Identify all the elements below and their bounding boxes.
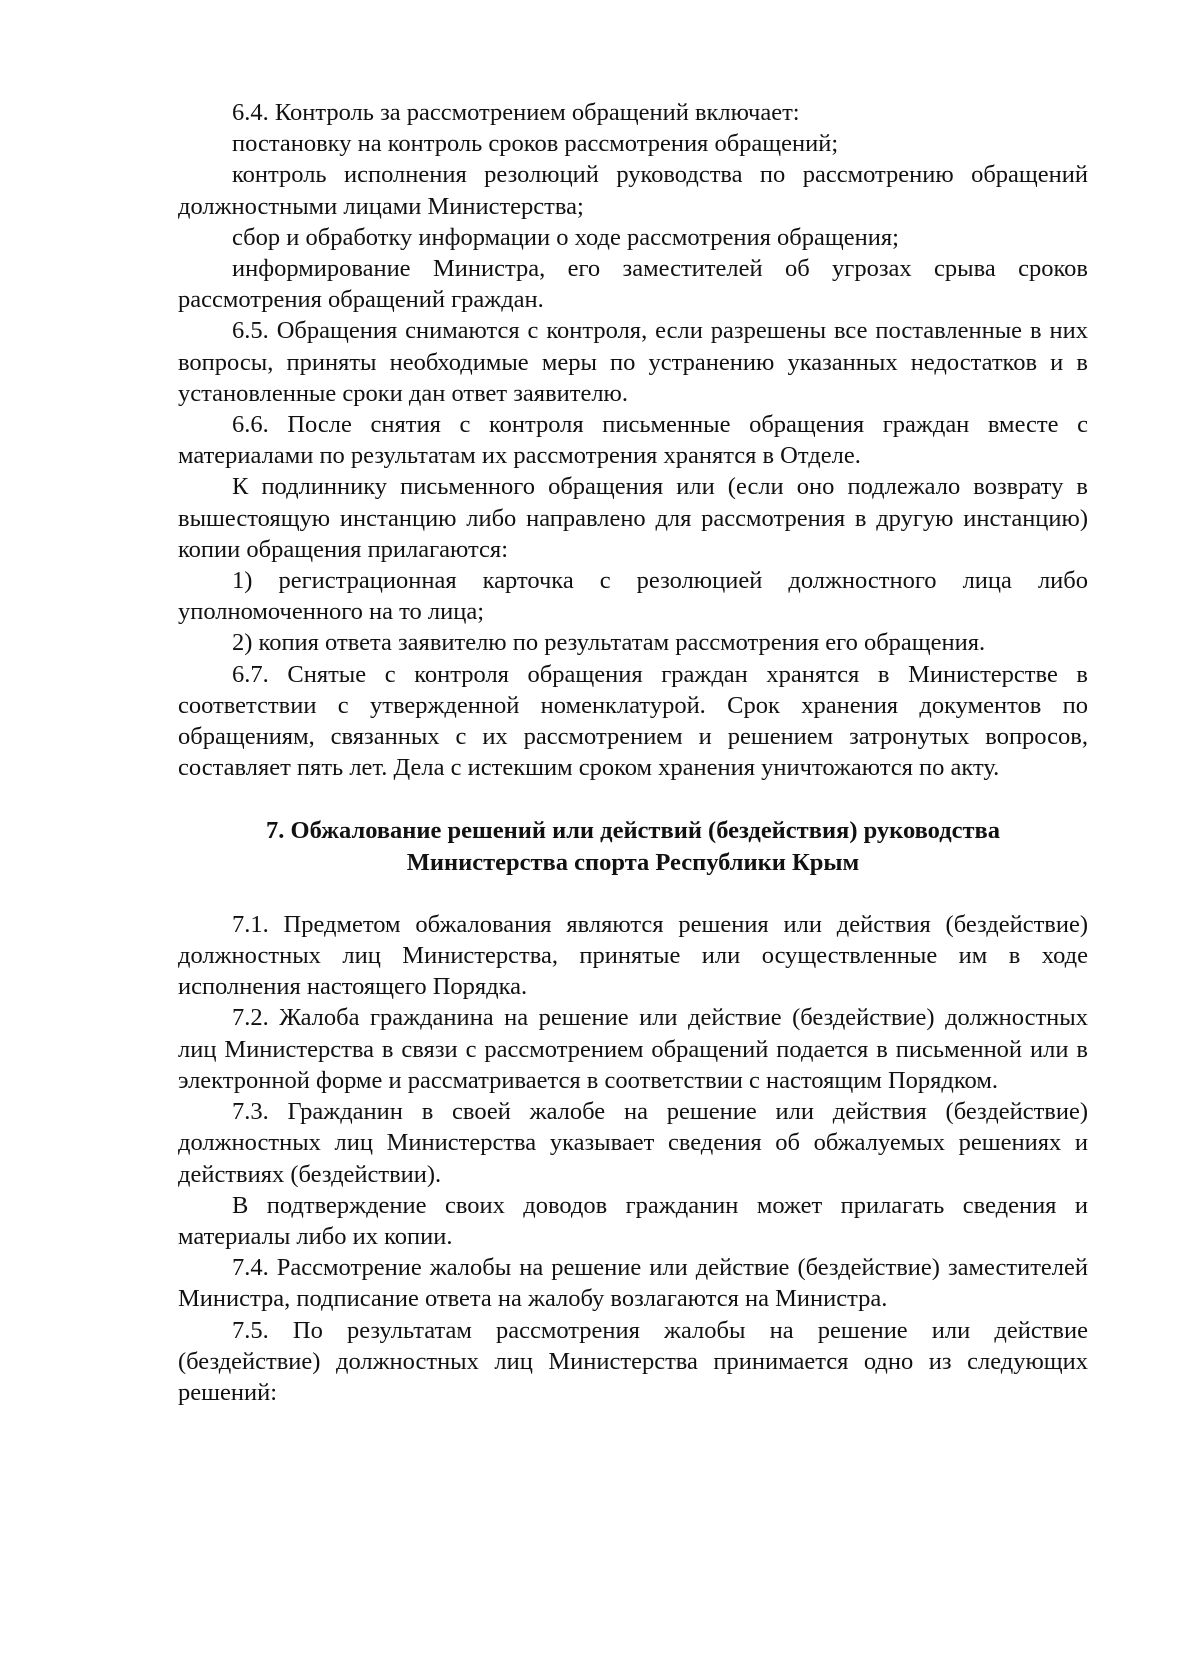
section-7-heading	[178, 815, 1088, 877]
paragraph-6-4-item-4: информирование Министра, его заместителей об угрозах срыва сроков рассмотрения обращений граждан.	[178, 255, 1088, 314]
paragraph-7-1: 7.1. Предметом обжалования являются решения или действия (бездействие) должностных лиц Министерства, принятые или осуществленные им в ходе исполнения настоящего Порядка.	[178, 910, 1088, 1001]
paragraph-6-5: 6.5. Обращения снимаются с контроля, если разрешены все поставленные в них вопросы, приняты необходимые меры по устранению указанных недостатков и в установленные сроки дан ответ заявителю.	[178, 317, 1088, 407]
paragraph-6-4: 6.4. Контроль за рассмотрением обращений включает:	[232, 99, 800, 126]
paragraph-6-6: 6.6. После снятия с контроля письменные обращения граждан вместе с материалами по результатам их рассмотрения хранятся в Отделе.	[178, 411, 1088, 470]
paragraph-6-4-item-1: постановку на контроль сроков рассмотрения обращений;	[232, 130, 839, 158]
paragraph-6-6-item-2: 2) копия ответа заявителю по результатам рассмотрения его обращения.	[232, 629, 986, 657]
section-7-heading-line-1: 7. Обжалование решений или действий (бездействия) руководства	[266, 817, 1000, 845]
document-body	[178, 97, 1088, 1408]
paragraph-6-7: 6.7. Снятые с контроля обращения граждан хранятся в Министерстве в соответствии с утвержденной номенклатурой. Срок хранения документов по обращениям, связанных с их рассмотрением и решением затронутых вопросов, составляет пять лет. Дела с истекшим сроком хранения уничтожаются по акту.	[178, 660, 1088, 782]
paragraph-7-3: 7.3. Гражданин в своей жалобе на решение или действия (бездействие) должностных лиц Министерства указывает сведения об обжалуемых решениях и действиях (бездействии).	[178, 1098, 1088, 1188]
paragraph-6-6-attachments: К подлиннику письменного обращения или (если оно подлежало возврату в вышестоящую инстанцию либо направлено для рассмотрения в другую инстанцию) копии обращения прилагаются:	[178, 473, 1088, 563]
paragraph-6-6-item-1: 1) регистрационная карточка с резолюцией должностного лица либо уполномоченного на то лица;	[178, 567, 1088, 626]
paragraph-7-2: 7.2. Жалоба гражданина на решение или действие (бездействие) должностных лиц Министерства в связи с рассмотрением обращений подается в письменной или в электронной форме и рассматривается в соответствии с настоящим Порядком.	[178, 1004, 1088, 1094]
section-7-heading-line-2: Министерства спорта Республики Крым	[406, 848, 860, 876]
paragraph-6-4-item-3: сбор и обработку информации о ходе рассмотрения обращения;	[232, 223, 899, 251]
paragraph-6-4-item-2: контроль исполнения резолюций руководства по рассмотрению обращений должностными лицами Министерства;	[178, 161, 1088, 220]
paragraph-7-4: 7.4. Рассмотрение жалобы на решение или действие (бездействие) заместителей Министра, подписание ответа на жалобу возлагаются на Министра.	[178, 1254, 1088, 1313]
paragraph-7-5: 7.5. По результатам рассмотрения жалобы на решение или действие (бездействие) должностных лиц Министерства принимается одно из следующих решений:	[178, 1316, 1088, 1406]
paragraph-7-3-evidence: В подтверждение своих доводов гражданин может прилагать сведения и материалы либо их копии.	[178, 1191, 1088, 1250]
